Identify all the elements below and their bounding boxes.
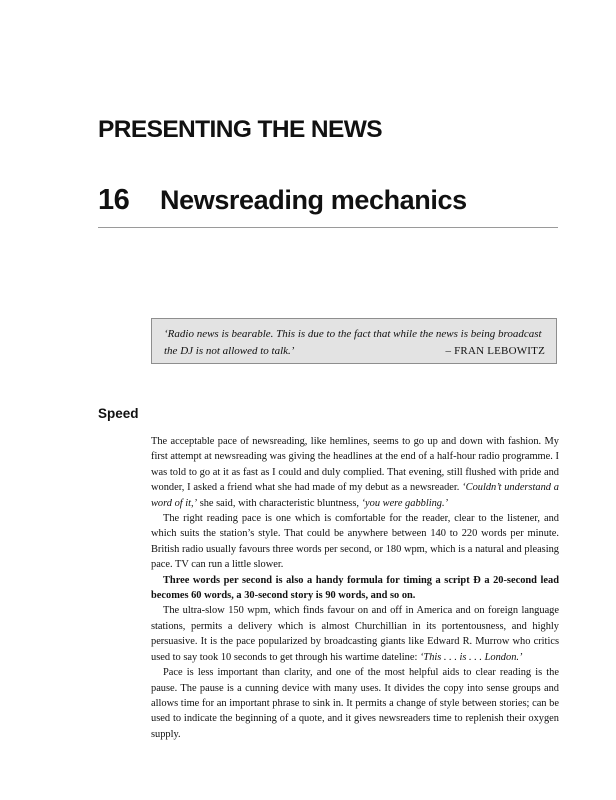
- paragraph-4-quote: ‘This . . . is . . . London.’: [419, 651, 523, 663]
- paragraph-1-text: The acceptable pace of newsreading, like hemlines, seems to go up and down with fashion. My first attempt at newsreading was giving the headlines at the end of a half-hour radio programme. I was told to go at it as fast as I could and duly complied. That evening, still flushed with pride and wonder, I asked a friend what she had made of my debut as a newsreader.: [151, 436, 559, 494]
- paragraph-1-quote-2: ‘you were gabbling.’: [361, 497, 449, 509]
- section-heading: Speed: [98, 406, 139, 421]
- epigraph-box: [151, 318, 557, 364]
- epigraph-line-2-wrap: [164, 343, 544, 360]
- paragraph-1: [151, 434, 559, 511]
- paragraph-4-text: The ultra-slow 150 wpm, which finds favour on and off in America and on foreign language stations, permits a delivery which is almost Churchillian in its portentousness, and highly persuasive. It is the pace popularized by broadcasting giants like Edward R. Murrow who critics used to say took 10 seconds to get through his wartime dateline:: [151, 605, 559, 663]
- chapter-divider: [98, 227, 558, 228]
- paragraph-1-quote-1: ‘Couldn’t understand a word of it,’: [151, 482, 559, 509]
- part-title: PRESENTING THE NEWS: [98, 116, 382, 143]
- paragraph-3-bold: Three words per second is also a handy formula for timing a script Ð a 20-second lead becomes 60 words, a 30-second story is 90 words, and so on.: [151, 574, 559, 602]
- paragraph-4: [151, 603, 559, 665]
- epigraph-attribution: – FRAN LEBOWITZ: [445, 344, 545, 357]
- epigraph-line-2: the DJ is not allowed to talk.’: [164, 344, 295, 357]
- paragraph-1-mid: she said, with characteristic bluntness,: [197, 497, 362, 509]
- chapter-title: Newsreading mechanics: [160, 185, 467, 215]
- chapter-heading: [98, 184, 467, 217]
- body-text: [151, 434, 559, 742]
- chapter-number: 16: [98, 184, 130, 216]
- epigraph-line-1: ‘Radio news is bearable. This is due to the fact that while the news is being broadcast: [164, 328, 542, 340]
- paragraph-2: The right reading pace is one which is comfortable for the reader, clear to the listener, and which suits the station’s style. That could be anywhere between 140 to 220 words per minute. British radio usually favours three words per second, or 180 wpm, which is a natural and pleasing pace. TV can run a little slower.: [151, 513, 559, 571]
- paragraph-5: Pace is less important than clarity, and one of the most helpful aids to clear reading is the pause. The pause is a cunning device with many uses. It divides the copy into sense groups and allows time for an important phrase to sink in. It permits a change of style between stories; can be used to indicate the beginning of a quote, and it gives newsreaders time to replenish their oxygen supply.: [151, 667, 559, 740]
